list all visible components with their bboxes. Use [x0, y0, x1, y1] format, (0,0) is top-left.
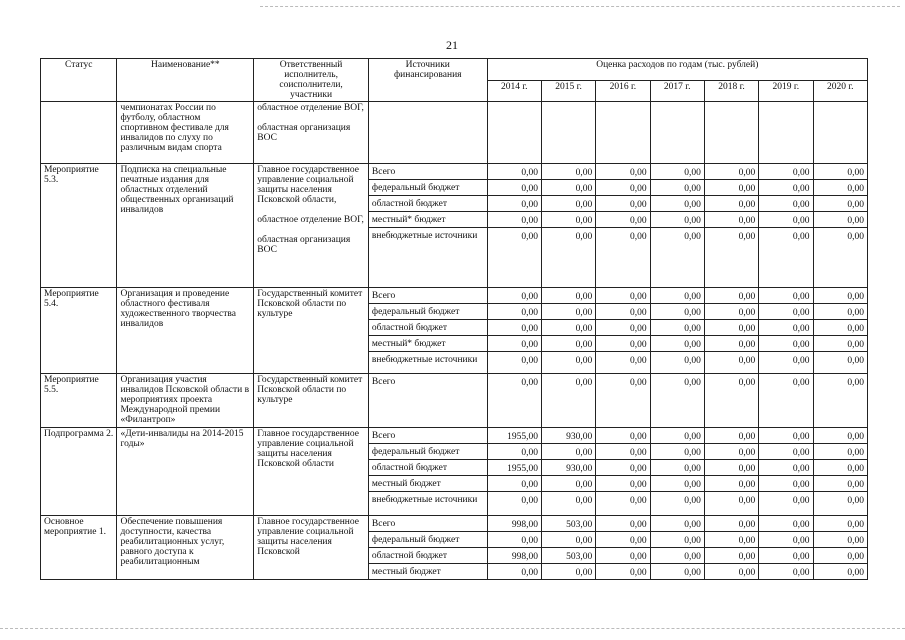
expense-value: 0,00 — [813, 460, 868, 476]
expense-value: 0,00 — [541, 288, 595, 304]
expense-value: 0,00 — [704, 320, 758, 336]
expense-value: 0,00 — [487, 320, 541, 336]
funding-source: местный* бюджет — [368, 336, 487, 352]
expense-value: 0,00 — [704, 564, 758, 580]
funding-source: внебюджетные источники — [368, 352, 487, 374]
expense-value: 0,00 — [487, 288, 541, 304]
expense-value: 0,00 — [650, 548, 704, 564]
expense-value: 0,00 — [813, 548, 868, 564]
group-status: Мероприятие 5.5. — [41, 374, 117, 428]
expense-value: 0,00 — [596, 196, 650, 212]
expense-value: 0,00 — [759, 196, 813, 212]
header-year: 2014 г. — [487, 80, 541, 102]
continuation-source-cell — [368, 102, 487, 164]
header-year: 2020 г. — [813, 80, 868, 102]
group-name: Обеспечение повышения доступности, качества реабилитационных услуг, равного доступа к реабилитационным — [117, 516, 254, 580]
expense-value: 0,00 — [596, 180, 650, 196]
expense-value: 0,00 — [704, 212, 758, 228]
expense-value: 0,00 — [759, 428, 813, 444]
expense-value: 0,00 — [541, 352, 595, 374]
table-row — [41, 288, 868, 304]
funding-source: областной бюджет — [368, 320, 487, 336]
header-year: 2019 г. — [759, 80, 813, 102]
funding-source: Всего — [368, 516, 487, 532]
expense-value: 0,00 — [487, 564, 541, 580]
header-status: Статус — [41, 59, 117, 102]
expense-value: 0,00 — [650, 180, 704, 196]
expense-value: 0,00 — [596, 164, 650, 180]
expense-value: 0,00 — [704, 304, 758, 320]
expense-value: 0,00 — [813, 288, 868, 304]
continuation-year-cell — [541, 102, 595, 164]
expense-value: 0,00 — [813, 428, 868, 444]
table-row — [41, 374, 868, 428]
continuation-status-cell — [41, 102, 117, 164]
expense-value: 998,00 — [487, 548, 541, 564]
expense-value: 0,00 — [813, 374, 868, 428]
expense-value: 998,00 — [487, 516, 541, 532]
continuation-year-cell — [487, 102, 541, 164]
expense-value: 0,00 — [813, 304, 868, 320]
expense-value: 0,00 — [704, 460, 758, 476]
expense-value: 0,00 — [759, 228, 813, 288]
expense-value: 0,00 — [487, 374, 541, 428]
funding-source: областной бюджет — [368, 460, 487, 476]
expense-value: 0,00 — [541, 304, 595, 320]
expense-value: 0,00 — [541, 476, 595, 492]
expense-value: 0,00 — [813, 212, 868, 228]
expense-value: 0,00 — [704, 532, 758, 548]
expense-value: 0,00 — [541, 164, 595, 180]
table-row — [41, 516, 868, 532]
expense-value: 0,00 — [813, 444, 868, 460]
continuation-year-cell — [759, 102, 813, 164]
header-responsible: Ответственный исполнитель, соисполнители, участники — [254, 59, 369, 102]
expense-value: 0,00 — [541, 180, 595, 196]
expense-value: 0,00 — [704, 336, 758, 352]
expense-value: 0,00 — [541, 228, 595, 288]
expense-value: 0,00 — [596, 304, 650, 320]
expense-value: 0,00 — [759, 460, 813, 476]
funding-source: местный бюджет — [368, 564, 487, 580]
expense-value: 0,00 — [759, 320, 813, 336]
continuation-year-cell — [813, 102, 868, 164]
expense-value: 0,00 — [650, 374, 704, 428]
expense-value: 0,00 — [813, 164, 868, 180]
continuation-year-cell — [596, 102, 650, 164]
expense-value: 0,00 — [650, 336, 704, 352]
expense-value: 0,00 — [759, 374, 813, 428]
expense-value: 0,00 — [541, 374, 595, 428]
expense-value: 0,00 — [596, 428, 650, 444]
expense-value: 0,00 — [650, 492, 704, 516]
funding-source: Всего — [368, 164, 487, 180]
expense-value: 0,00 — [813, 196, 868, 212]
expense-value: 0,00 — [813, 532, 868, 548]
header-name: Наименование** — [117, 59, 254, 102]
expense-value: 0,00 — [759, 564, 813, 580]
expense-value: 0,00 — [650, 460, 704, 476]
expense-value: 0,00 — [759, 288, 813, 304]
expense-value: 0,00 — [596, 476, 650, 492]
expense-value: 930,00 — [541, 460, 595, 476]
scan-bottom-rule — [0, 628, 905, 629]
expense-value: 0,00 — [704, 228, 758, 288]
continuation-name: чемпионатах России по футболу, областном спортивном фестивале для инвалидов по слуху по различным видам спорта — [117, 102, 254, 164]
expense-value: 0,00 — [487, 212, 541, 228]
expense-value: 0,00 — [704, 164, 758, 180]
expense-value: 0,00 — [704, 516, 758, 532]
expense-value: 0,00 — [541, 212, 595, 228]
expense-value: 0,00 — [596, 374, 650, 428]
expense-value: 0,00 — [541, 336, 595, 352]
group-responsible: Главное государственное управление социальной защиты населения Псковской области — [254, 428, 369, 516]
expense-value: 0,00 — [704, 428, 758, 444]
expense-value: 0,00 — [487, 492, 541, 516]
expense-value: 0,00 — [487, 352, 541, 374]
expense-value: 0,00 — [704, 444, 758, 460]
continuation-year-cell — [650, 102, 704, 164]
expense-value: 0,00 — [596, 288, 650, 304]
funding-source: областной бюджет — [368, 548, 487, 564]
expense-value: 0,00 — [596, 212, 650, 228]
expense-value: 0,00 — [487, 476, 541, 492]
expense-value: 0,00 — [487, 228, 541, 288]
continuation-responsible: областное отделение ВОГ, областная организация ВОС — [254, 102, 369, 164]
expense-value: 0,00 — [813, 336, 868, 352]
expense-value: 0,00 — [596, 548, 650, 564]
expense-value: 0,00 — [596, 320, 650, 336]
group-status: Подпрограмма 2. — [41, 428, 117, 516]
group-responsible: Государственный комитет Псковской области по культуре — [254, 374, 369, 428]
expense-value: 0,00 — [541, 444, 595, 460]
continuation-year-cell — [704, 102, 758, 164]
expense-value: 0,00 — [596, 444, 650, 460]
expense-value: 0,00 — [650, 212, 704, 228]
expense-value: 0,00 — [487, 336, 541, 352]
expense-value: 0,00 — [650, 196, 704, 212]
header-sources: Источники финансирования — [368, 59, 487, 102]
expense-value: 0,00 — [759, 180, 813, 196]
funding-source: областной бюджет — [368, 196, 487, 212]
group-responsible: Главное государственное управление социальной защиты населения Псковской — [254, 516, 369, 580]
expense-value: 0,00 — [596, 492, 650, 516]
funding-source: внебюджетные источники — [368, 492, 487, 516]
expense-value: 0,00 — [596, 228, 650, 288]
group-responsible: Государственный комитет Псковской области по культуре — [254, 288, 369, 374]
funding-source: федеральный бюджет — [368, 180, 487, 196]
expense-value: 0,00 — [813, 320, 868, 336]
funding-source: Всего — [368, 374, 487, 428]
funding-source: Всего — [368, 288, 487, 304]
expense-value: 0,00 — [813, 564, 868, 580]
expense-value: 0,00 — [487, 196, 541, 212]
group-responsible: Главное государственное управление социальной защиты населения Псковской области, областное отделение ВОГ, областная организация ВОС — [254, 164, 369, 288]
expense-value: 0,00 — [596, 352, 650, 374]
expense-value: 0,00 — [487, 164, 541, 180]
expense-value: 0,00 — [541, 320, 595, 336]
expense-value: 0,00 — [650, 304, 704, 320]
funding-source: Всего — [368, 428, 487, 444]
expense-value: 0,00 — [596, 532, 650, 548]
expense-value: 0,00 — [650, 476, 704, 492]
expense-value: 0,00 — [650, 516, 704, 532]
header-row-1 — [41, 59, 868, 81]
expense-value: 0,00 — [813, 228, 868, 288]
expense-value: 0,00 — [650, 532, 704, 548]
expense-value: 0,00 — [596, 516, 650, 532]
expense-value: 0,00 — [704, 476, 758, 492]
expense-value: 0,00 — [650, 444, 704, 460]
expense-value: 0,00 — [813, 492, 868, 516]
expense-value: 0,00 — [759, 548, 813, 564]
expense-value: 0,00 — [759, 164, 813, 180]
funding-source: федеральный бюджет — [368, 444, 487, 460]
expense-value: 930,00 — [541, 428, 595, 444]
expense-value: 0,00 — [759, 492, 813, 516]
header-estimate: Оценка расходов по годам (тыс. рублей) — [487, 59, 867, 81]
expense-value: 0,00 — [596, 460, 650, 476]
header-year: 2015 г. — [541, 80, 595, 102]
expense-value: 0,00 — [704, 180, 758, 196]
expenses-table — [40, 58, 868, 580]
table-row — [41, 428, 868, 444]
funding-source: федеральный бюджет — [368, 304, 487, 320]
expense-value: 0,00 — [759, 352, 813, 374]
expense-value: 0,00 — [650, 428, 704, 444]
group-status: Основное мероприятие 1. — [41, 516, 117, 580]
expense-value: 0,00 — [541, 564, 595, 580]
expense-value: 503,00 — [541, 548, 595, 564]
expense-value: 0,00 — [759, 212, 813, 228]
expense-value: 0,00 — [487, 532, 541, 548]
group-name: Подписка на специальные печатные издания для областных отделений общественных организаций инвалидов — [117, 164, 254, 288]
scan-top-rule — [260, 6, 900, 7]
expense-value: 0,00 — [650, 352, 704, 374]
expense-value: 0,00 — [759, 476, 813, 492]
expense-value: 0,00 — [704, 374, 758, 428]
group-name: Организация и проведение областного фестиваля художественного творчества инвалидов — [117, 288, 254, 374]
expense-value: 1955,00 — [487, 428, 541, 444]
expense-value: 0,00 — [487, 304, 541, 320]
funding-source: внебюджетные источники — [368, 228, 487, 288]
expense-value: 0,00 — [487, 444, 541, 460]
header-year: 2018 г. — [704, 80, 758, 102]
expense-value: 0,00 — [650, 288, 704, 304]
expense-value: 0,00 — [596, 336, 650, 352]
group-status: Мероприятие 5.4. — [41, 288, 117, 374]
group-name: «Дети-инвалиды на 2014-2015 годы» — [117, 428, 254, 516]
expense-value: 0,00 — [813, 180, 868, 196]
expense-value: 0,00 — [704, 288, 758, 304]
expense-value: 0,00 — [759, 532, 813, 548]
expense-value: 0,00 — [650, 228, 704, 288]
expense-value: 0,00 — [759, 336, 813, 352]
expense-value: 0,00 — [813, 516, 868, 532]
expense-value: 0,00 — [596, 564, 650, 580]
expense-value: 0,00 — [541, 492, 595, 516]
expense-value: 0,00 — [759, 516, 813, 532]
expense-value: 0,00 — [704, 548, 758, 564]
group-name: Организация участия инвалидов Псковской области в мероприятиях проекта Международной премии «Филантроп» — [117, 374, 254, 428]
page-number: 21 — [446, 38, 458, 52]
expense-value: 0,00 — [704, 196, 758, 212]
funding-source: местный* бюджет — [368, 212, 487, 228]
expense-value: 0,00 — [541, 196, 595, 212]
expense-value: 0,00 — [650, 164, 704, 180]
expense-value: 503,00 — [541, 516, 595, 532]
expense-value: 1955,00 — [487, 460, 541, 476]
expense-value: 0,00 — [704, 492, 758, 516]
header-year: 2016 г. — [596, 80, 650, 102]
table-row — [41, 164, 868, 180]
group-status: Мероприятие 5.3. — [41, 164, 117, 288]
expense-value: 0,00 — [704, 352, 758, 374]
expense-value: 0,00 — [650, 320, 704, 336]
expense-value: 0,00 — [487, 180, 541, 196]
continuation-row — [41, 102, 868, 164]
expense-value: 0,00 — [650, 564, 704, 580]
expense-value: 0,00 — [759, 444, 813, 460]
header-year: 2017 г. — [650, 80, 704, 102]
expense-value: 0,00 — [541, 532, 595, 548]
funding-source: местный бюджет — [368, 476, 487, 492]
funding-source: федеральный бюджет — [368, 532, 487, 548]
expense-value: 0,00 — [813, 352, 868, 374]
expense-value: 0,00 — [813, 476, 868, 492]
expense-value: 0,00 — [759, 304, 813, 320]
